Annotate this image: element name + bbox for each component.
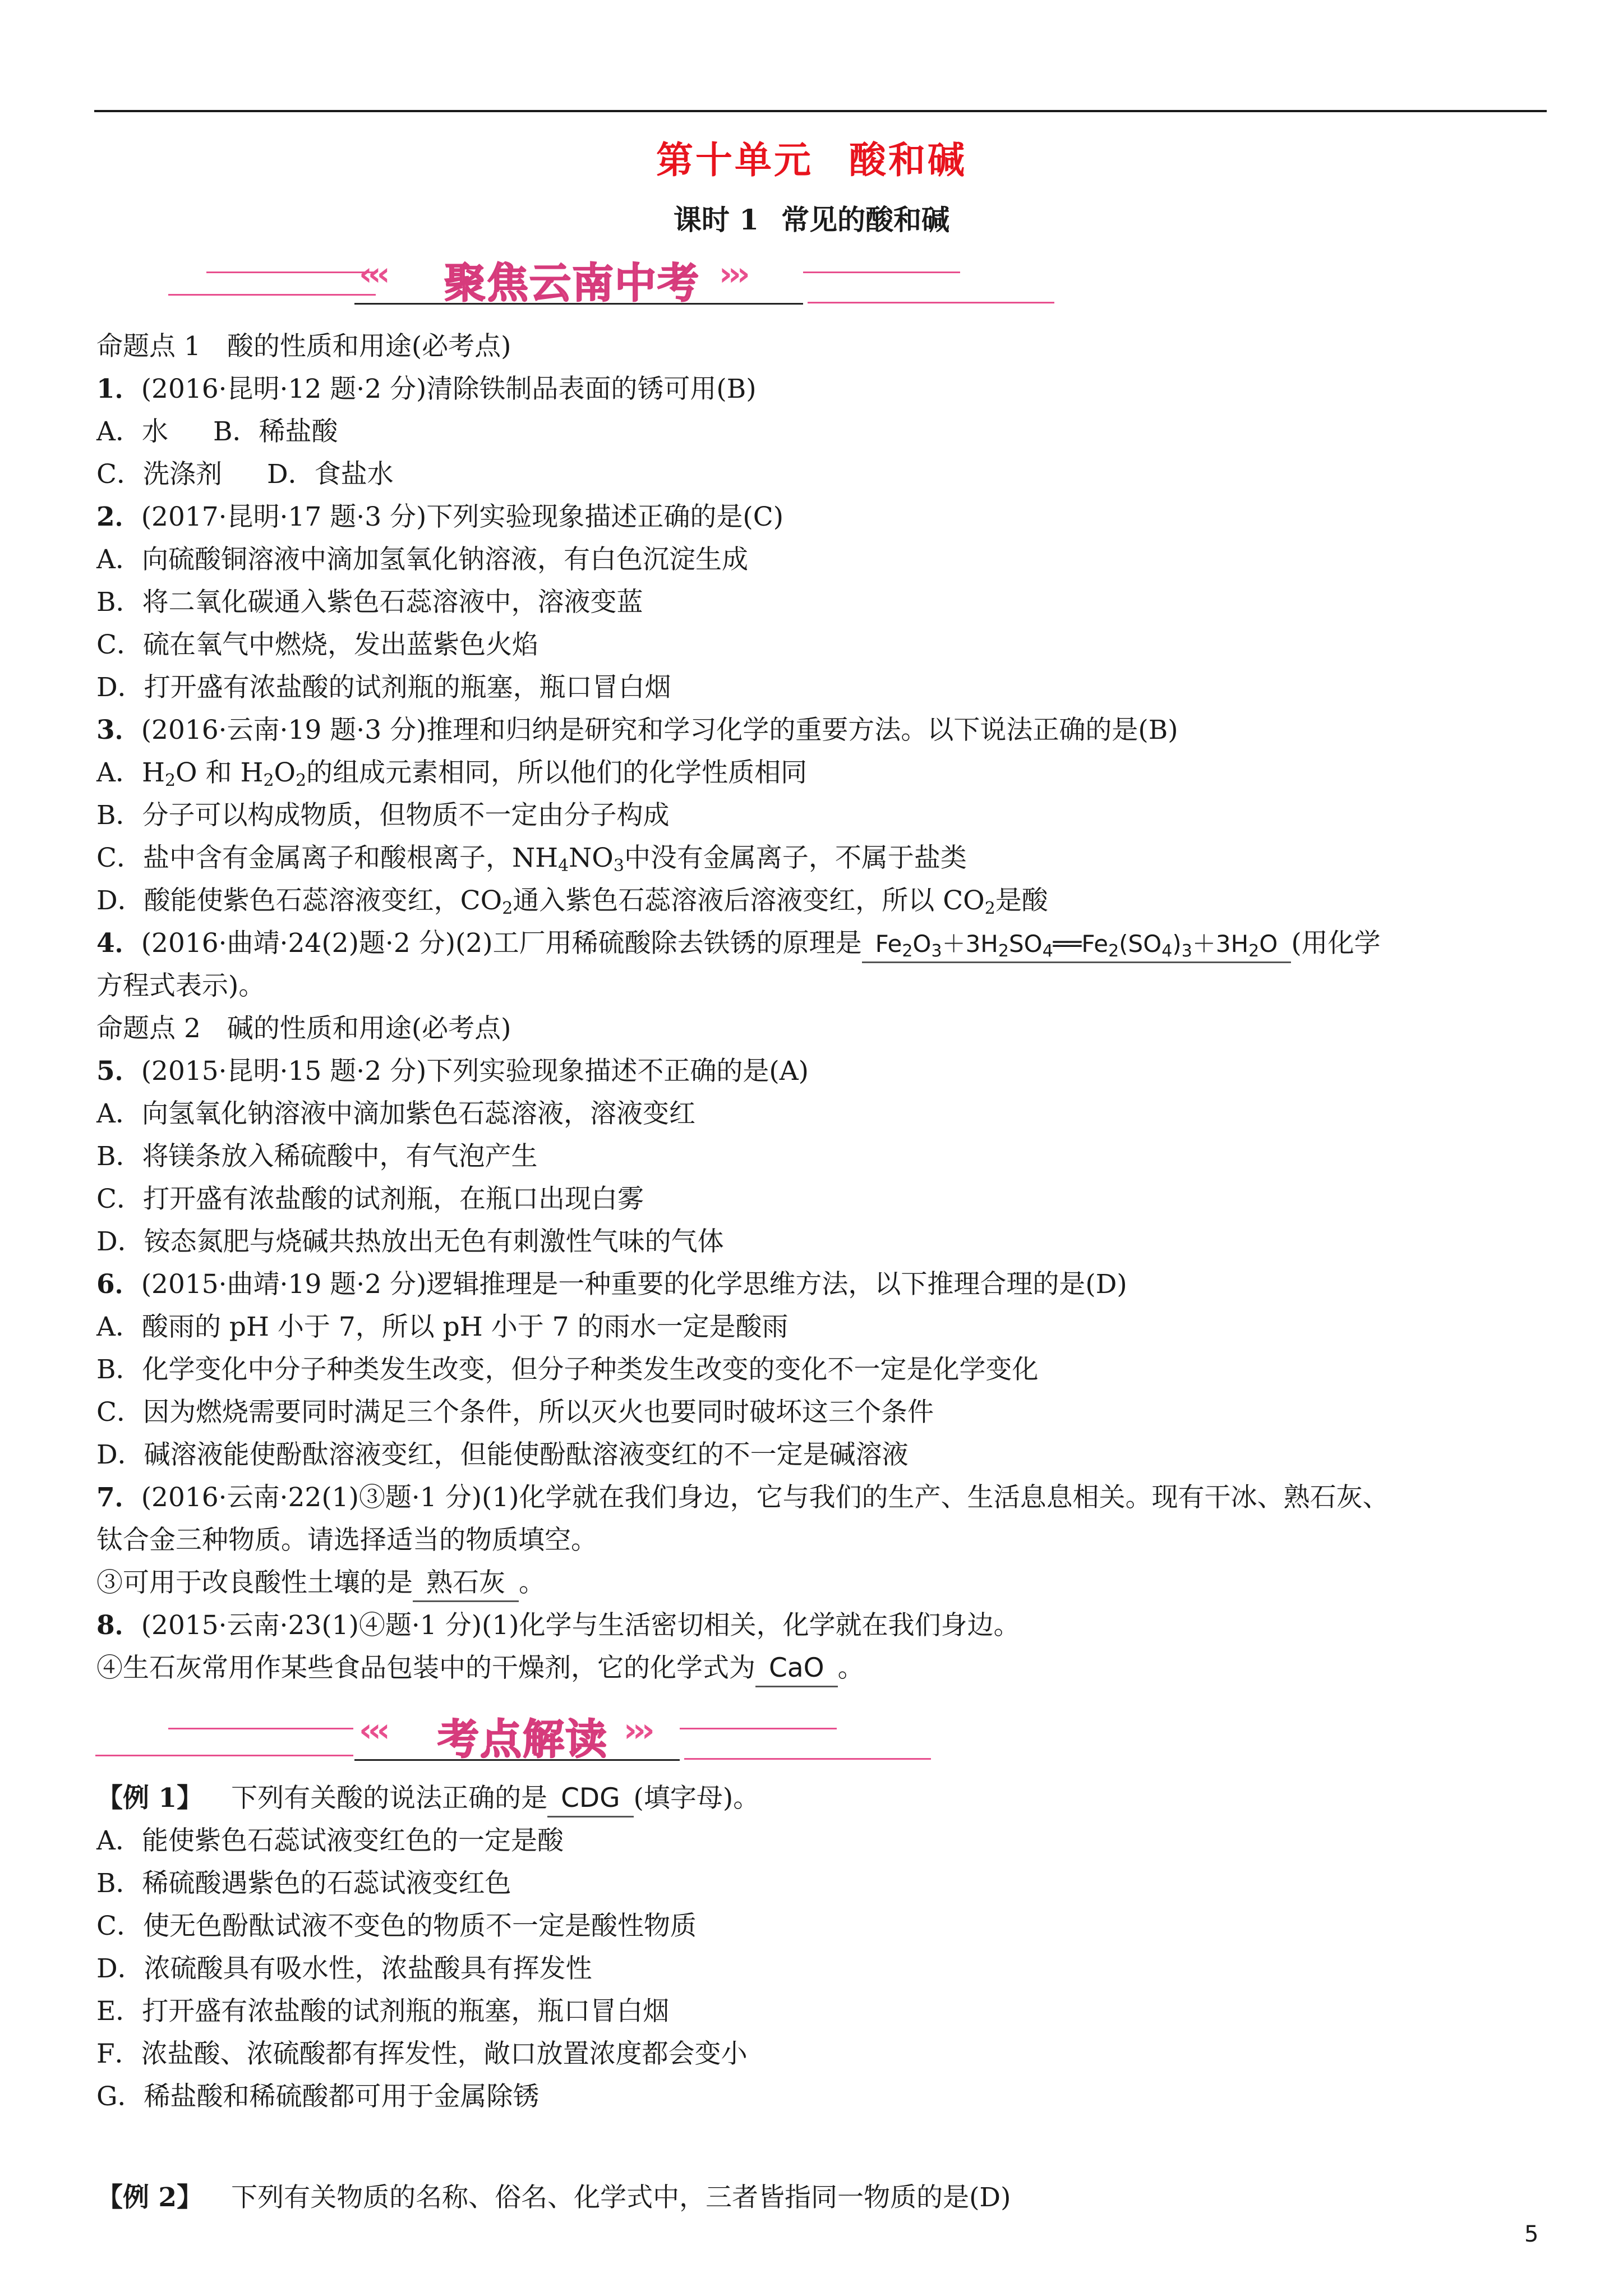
unit-title [0,130,1623,183]
option: B．将镁条放入稀硫酸中，有气泡产生 [96,1141,538,1172]
option: C．因为燃烧需要同时满足三个条件，所以灭火也要同时破坏这三个条件 [96,1397,934,1428]
unit-name: 酸和碱 [849,138,967,182]
question-7-cont: 钛合金三种物质。请选择适当的物质填空。 [96,1525,597,1556]
lesson-name: 常见的酸和碱 [781,203,950,236]
option: B．分子可以构成物质，但物质不一定由分子构成 [96,800,670,831]
question-7: 7．(2016·云南·22(1)③题·1 分)(1)化学就在我们身边，它与我们的生产、生活息息相关。现有干冰、熟石灰、 [96,1482,1389,1513]
question-1: 1．(2016·昆明·12 题·2 分)清除铁制品表面的锈可用(B) [96,374,757,404]
option: A．向硫酸铜溶液中滴加氢氧化钠溶液，有白色沉淀生成 [96,544,748,575]
answer-blank: 熟石灰 [413,1566,519,1602]
question-8: 8．(2015·云南·23(1)④题·1 分)(1)化学与生活密切相关，化学就在我们身边。 [96,1610,1020,1641]
question-5: 5．(2015·昆明·15 题·2 分)下列实验现象描述不正确的是(A) [96,1056,809,1087]
page-content [96,325,1532,1690]
option-row: A．水 B．稀盐酸 [96,416,338,447]
option: C．硫在氧气中燃烧，发出蓝紫色火焰 [96,629,538,660]
examples [96,1777,1532,2219]
question-4: 4．(2016·曲靖·24(2)题·2 分)(2)工厂用稀硫酸除去铁锈的原理是 $Fe_2O_3+3H_2SO_4══Fe_2(SO_4)_3+3H_2O$ (用化学 [96,922,1532,965]
option: A．酸雨的 pH 小于 7，所以 pH 小于 7 的雨水一定是酸雨 [96,1312,789,1342]
answer-blank: CDG [547,1781,633,1818]
answer-blank: CaO [755,1651,838,1687]
option: D．碱溶液能使酚酞溶液变红，但能使酚酞溶液变红的不一定是碱溶液 [96,1439,909,1470]
option: A．能使紫色石蕊试液变红色的一定是酸 [96,1825,564,1856]
page-number: 5 [1524,2221,1539,2247]
option: B．将二氧化碳通入紫色石蕊溶液中，溶液变蓝 [96,587,643,618]
option: A．$H_2O$ 和 $H_2O_2$的组成元素相同，所以他们的化学性质相同 [96,757,808,790]
lesson-number: 课时 1 [673,203,759,236]
option: B．稀硫酸遇紫色的石蕊试液变红色 [96,1868,511,1899]
option: C．使无色酚酞试液不变色的物质不一定是酸性物质 [96,1911,697,1941]
option-row: C．洗涤剂 D．食盐水 [96,459,394,490]
example-1: 【例 1】 下列有关酸的说法正确的是 CDG (填字母)。 [96,1777,1532,1820]
banner-title: 考点解读 [437,1715,608,1764]
option: F．浓盐酸、浓硫酸都有挥发性，敞口放置浓度都会变小 [96,2039,748,2069]
topic-heading: 命题点 1 酸的性质和用途(必考点) [96,331,511,362]
chevron-left-icon: ‹‹‹ [359,255,386,293]
option: C．盐中含有金属离子和酸根离子，$NH_4NO_3$中没有金属离子，不属于盐类 [96,843,967,876]
question-4-cont: 方程式表示)。 [96,970,265,1001]
option: D．铵态氮肥与烧碱共热放出无色有刺激性气味的气体 [96,1226,724,1257]
option: C．打开盛有浓盐酸的试剂瓶，在瓶口出现白雾 [96,1184,644,1214]
fill-blank: ③可用于改良酸性土壤的是 熟石灰 。 [96,1562,1532,1604]
option: D．酸能使紫色石蕊溶液变红，$CO_2$通入紫色石蕊溶液后溶液变红，所以 $CO_2$是酸 [96,885,1048,918]
focus-banner [0,247,1623,314]
unit-number: 第十单元 [656,138,813,182]
chevron-right-icon: ››› [624,1711,651,1749]
question-3: 3．(2016·云南·19 题·3 分)推理和归纳是研究和学习化学的重要方法。以下说法正确的是(B) [96,715,1178,746]
top-rule [94,110,1547,112]
chevron-left-icon: ‹‹‹ [359,1711,386,1749]
question-2: 2．(2017·昆明·17 题·3 分)下列实验现象描述正确的是(C) [96,501,784,532]
option: E．打开盛有浓盐酸的试剂瓶的瓶塞，瓶口冒白烟 [96,1996,670,2027]
answer-equation: $Fe_2O_3+3H_2SO_4══Fe_2(SO_4)_3+3H_2O$ [862,927,1292,963]
option: B．化学变化中分子种类发生改变，但分子种类发生改变的变化不一定是化学变化 [96,1354,1039,1385]
fill-blank: ④生石灰常用作某些食品包装中的干燥剂，它的化学式为 CaO 。 [96,1647,1532,1690]
example-2: 【例 2】 下列有关物质的名称、俗名、化学式中，三者皆指同一物质的是(D) [96,2182,1011,2213]
topic-heading: 命题点 2 碱的性质和用途(必考点) [96,1013,511,1044]
option: G．稀盐酸和稀硫酸都可用于金属除锈 [96,2081,540,2112]
chevron-right-icon: ››› [719,255,746,293]
option: A．向氢氧化钠溶液中滴加紫色石蕊溶液，溶液变红 [96,1098,695,1129]
question-6: 6．(2015·曲靖·19 题·2 分)逻辑推理是一种重要的化学思维方法，以下推理合理的是(D) [96,1269,1127,1300]
analysis-banner [0,1703,1623,1770]
option: D．浓硫酸具有吸水性，浓盐酸具有挥发性 [96,1953,592,1984]
option: D．打开盛有浓盐酸的试剂瓶的瓶塞，瓶口冒白烟 [96,672,671,703]
lesson-title [0,197,1623,238]
banner-title: 聚焦云南中考 [444,259,700,307]
